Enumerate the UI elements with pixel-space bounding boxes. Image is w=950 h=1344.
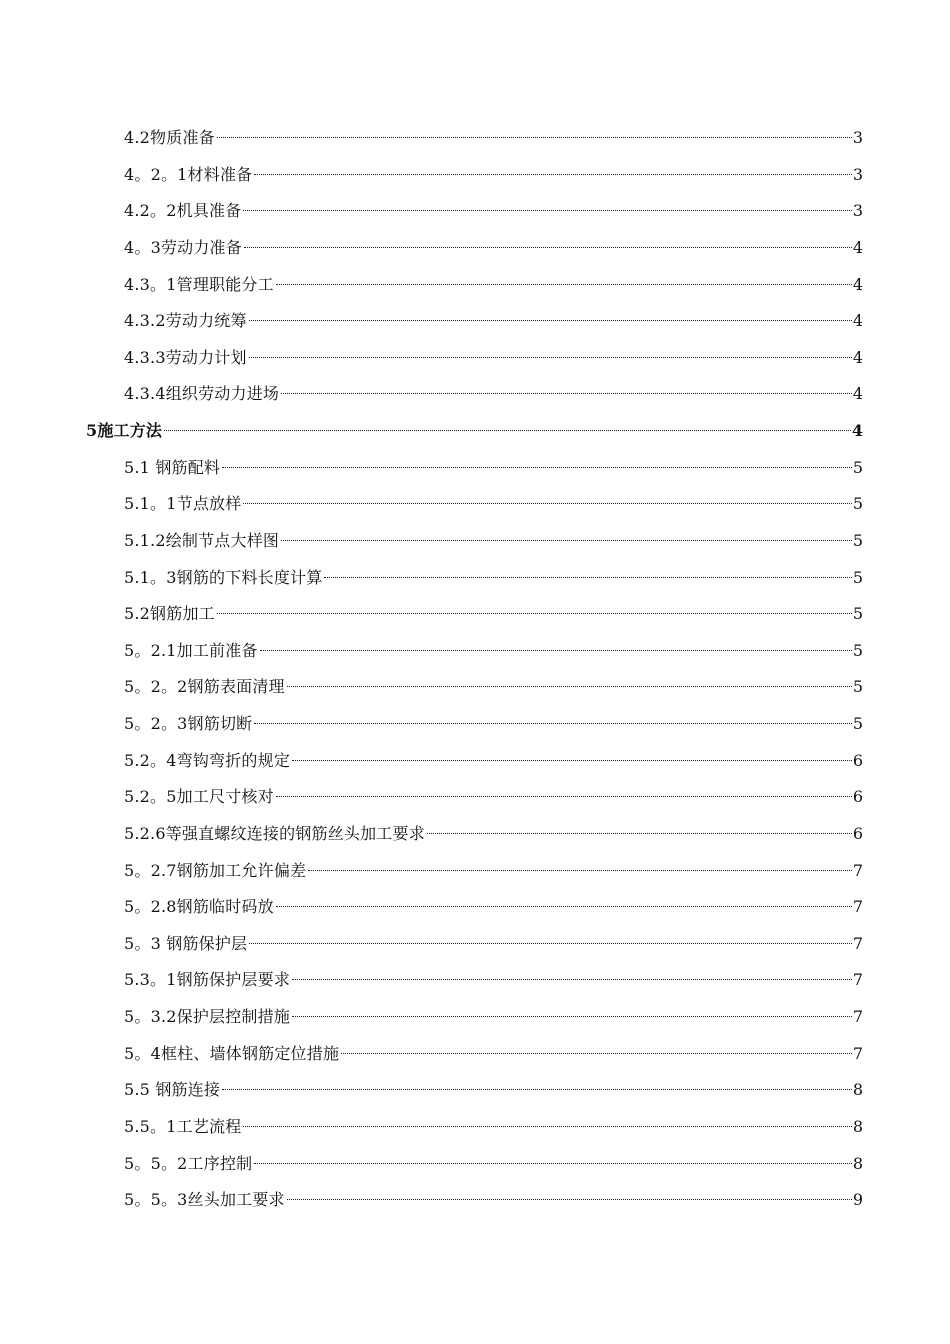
toc-entry-4-3[interactable]	[124, 236, 863, 260]
toc-entry-5-3-2[interactable]	[124, 1005, 863, 1029]
toc-entry-page-number: 6	[852, 751, 863, 770]
toc-dot-leader	[254, 173, 851, 175]
toc-dot-leader	[287, 685, 852, 687]
toc-entry-title: 4.2。2机具准备	[124, 201, 242, 220]
toc-entry-page-number: 8	[852, 1154, 863, 1173]
toc-entry-title: 5.1。3钢筋的下料长度计算	[124, 568, 323, 587]
toc-entry-title: 4。3劳动力准备	[124, 238, 242, 257]
toc-entry-5-3[interactable]	[124, 932, 863, 956]
toc-entry-page-number: 5	[852, 494, 863, 513]
toc-dot-leader	[276, 905, 852, 907]
toc-dot-leader	[341, 1052, 852, 1054]
toc-entry-title: 5.5。1工艺流程	[124, 1117, 242, 1136]
toc-entry-title: 5.1。1节点放样	[124, 494, 242, 513]
toc-entry-title: 5。5。3丝头加工要求	[124, 1190, 285, 1209]
toc-entry-5-2-2[interactable]	[124, 675, 863, 699]
toc-entry-title: 5。2.1加工前准备	[124, 641, 258, 660]
toc-entry-title: 4.3.4组织劳动力进场	[124, 384, 280, 403]
toc-entry-title: 4.3.3劳动力计划	[124, 348, 247, 367]
toc-entry-title: 5.2.6等强直螺纹连接的钢筋丝头加工要求	[124, 824, 425, 843]
toc-entry-4-2-1[interactable]	[124, 163, 863, 187]
toc-entry-5-5-3[interactable]	[124, 1188, 863, 1212]
toc-dot-leader	[276, 283, 852, 285]
toc-entry-page-number: 4	[852, 348, 863, 367]
toc-dot-leader	[276, 795, 852, 797]
toc-dot-leader	[254, 722, 851, 724]
toc-entry-page-number: 4	[852, 275, 863, 294]
toc-dot-leader	[292, 759, 852, 761]
toc-entry-5-5[interactable]	[124, 1078, 863, 1102]
toc-entry-page-number: 4	[852, 384, 863, 403]
toc-entry-5[interactable]	[86, 419, 863, 443]
toc-entry-title: 5.2。5加工尺寸核对	[124, 787, 274, 806]
toc-entry-page-number: 4	[852, 311, 863, 330]
toc-entry-4-3-3[interactable]	[124, 346, 863, 370]
toc-entry-4-3-2[interactable]	[124, 309, 863, 333]
toc-entry-5-2-8[interactable]	[124, 895, 863, 919]
toc-entry-page-number: 5	[852, 677, 863, 696]
toc-entry-page-number: 4	[851, 421, 863, 440]
toc-entry-page-number: 7	[852, 897, 863, 916]
toc-entry-title: 5.3。1钢筋保护层要求	[124, 970, 291, 989]
toc-entry-title: 5.2钢筋加工	[124, 604, 215, 623]
toc-entry-page-number: 5	[852, 531, 863, 550]
toc-entry-5-2-3[interactable]	[124, 712, 863, 736]
toc-entry-page-number: 9	[852, 1190, 863, 1209]
toc-entry-title: 4。2。1材料准备	[124, 165, 253, 184]
toc-dot-leader	[249, 942, 852, 944]
toc-entry-page-number: 5	[852, 458, 863, 477]
toc-dot-leader	[217, 136, 852, 138]
toc-entry-title: 5。3.2保护层控制措施	[124, 1007, 291, 1026]
toc-dot-leader	[243, 209, 851, 211]
toc-entry-5-2-5[interactable]	[124, 785, 863, 809]
toc-entry-4-3-4[interactable]	[124, 382, 863, 406]
toc-entry-page-number: 7	[852, 1044, 863, 1063]
toc-entry-page-number: 3	[852, 128, 863, 147]
toc-dot-leader	[249, 356, 852, 358]
toc-dot-leader	[254, 1162, 851, 1164]
toc-dot-leader	[287, 1198, 852, 1200]
toc-entry-title: 5。2.7钢筋加工允许偏差	[124, 861, 307, 880]
toc-dot-leader	[292, 978, 852, 980]
toc-entry-page-number: 6	[852, 787, 863, 806]
toc-entry-5-5-2[interactable]	[124, 1152, 863, 1176]
toc-entry-5-1-3[interactable]	[124, 566, 863, 590]
toc-entry-title: 5。4框柱、墙体钢筋定位措施	[124, 1044, 340, 1063]
toc-dot-leader	[260, 649, 852, 651]
toc-dot-leader	[281, 392, 852, 394]
toc-entry-title: 4.2物质准备	[124, 128, 215, 147]
toc-entry-page-number: 5	[852, 714, 863, 733]
toc-entry-5-4[interactable]	[124, 1042, 863, 1066]
toc-entry-5-2[interactable]	[124, 602, 863, 626]
toc-dot-leader	[281, 539, 852, 541]
toc-entry-page-number: 4	[852, 238, 863, 257]
toc-entry-5-5-1[interactable]	[124, 1115, 863, 1139]
toc-entry-title: 5.2。4弯钩弯折的规定	[124, 751, 291, 770]
toc-entry-page-number: 5	[852, 604, 863, 623]
toc-entry-4-2[interactable]	[124, 126, 863, 150]
toc-dot-leader	[292, 1015, 852, 1017]
toc-entry-4-3-1[interactable]	[124, 273, 863, 297]
toc-entry-title: 4.3.2劳动力统筹	[124, 311, 247, 330]
toc-entry-5-2-1[interactable]	[124, 639, 863, 663]
toc-entry-5-2-6[interactable]	[124, 822, 863, 846]
toc-entry-page-number: 7	[852, 861, 863, 880]
toc-entry-page-number: 8	[852, 1117, 863, 1136]
toc-entry-5-1[interactable]	[124, 456, 863, 480]
toc-dot-leader	[308, 869, 852, 871]
toc-dot-leader	[217, 612, 852, 614]
toc-entry-title: 5。2。3钢筋切断	[124, 714, 253, 733]
toc-entry-page-number: 6	[852, 824, 863, 843]
toc-entry-5-2-4[interactable]	[124, 749, 863, 773]
toc-entry-title: 5。2。2钢筋表面清理	[124, 677, 285, 696]
toc-entry-title: 5施工方法	[86, 421, 163, 440]
toc-dot-leader	[244, 246, 852, 248]
toc-entry-title: 4.3。1管理职能分工	[124, 275, 274, 294]
toc-entry-title: 5.1 钢筋配料	[124, 458, 221, 477]
toc-dot-leader	[243, 1125, 851, 1127]
toc-entry-page-number: 7	[852, 1007, 863, 1026]
toc-entry-title: 5.1.2绘制节点大样图	[124, 531, 280, 550]
toc-entry-5-1-1[interactable]	[124, 492, 863, 516]
toc-entry-5-3-1[interactable]	[124, 968, 863, 992]
toc-dot-leader	[222, 466, 852, 468]
toc-entry-title: 5。3 钢筋保护层	[124, 934, 248, 953]
toc-entry-title: 5。5。2工序控制	[124, 1154, 253, 1173]
toc-dot-leader	[427, 832, 852, 834]
toc-dot-leader	[164, 429, 851, 431]
toc-entry-title: 5。2.8钢筋临时码放	[124, 897, 274, 916]
toc-entry-page-number: 7	[852, 970, 863, 989]
toc-entry-page-number: 3	[852, 201, 863, 220]
toc-dot-leader	[324, 576, 851, 578]
toc-dot-leader	[243, 502, 851, 504]
toc-entry-page-number: 5	[852, 568, 863, 587]
toc-dot-leader	[222, 1088, 852, 1090]
toc-entry-page-number: 5	[852, 641, 863, 660]
toc-entry-page-number: 3	[852, 165, 863, 184]
toc-dot-leader	[249, 319, 852, 321]
toc-entry-title: 5.5 钢筋连接	[124, 1080, 221, 1099]
toc-entry-4-2-2[interactable]	[124, 199, 863, 223]
toc-entry-5-1-2[interactable]	[124, 529, 863, 553]
toc-entry-page-number: 8	[852, 1080, 863, 1099]
toc-entry-page-number: 7	[852, 934, 863, 953]
toc-entry-5-2-7[interactable]	[124, 859, 863, 883]
